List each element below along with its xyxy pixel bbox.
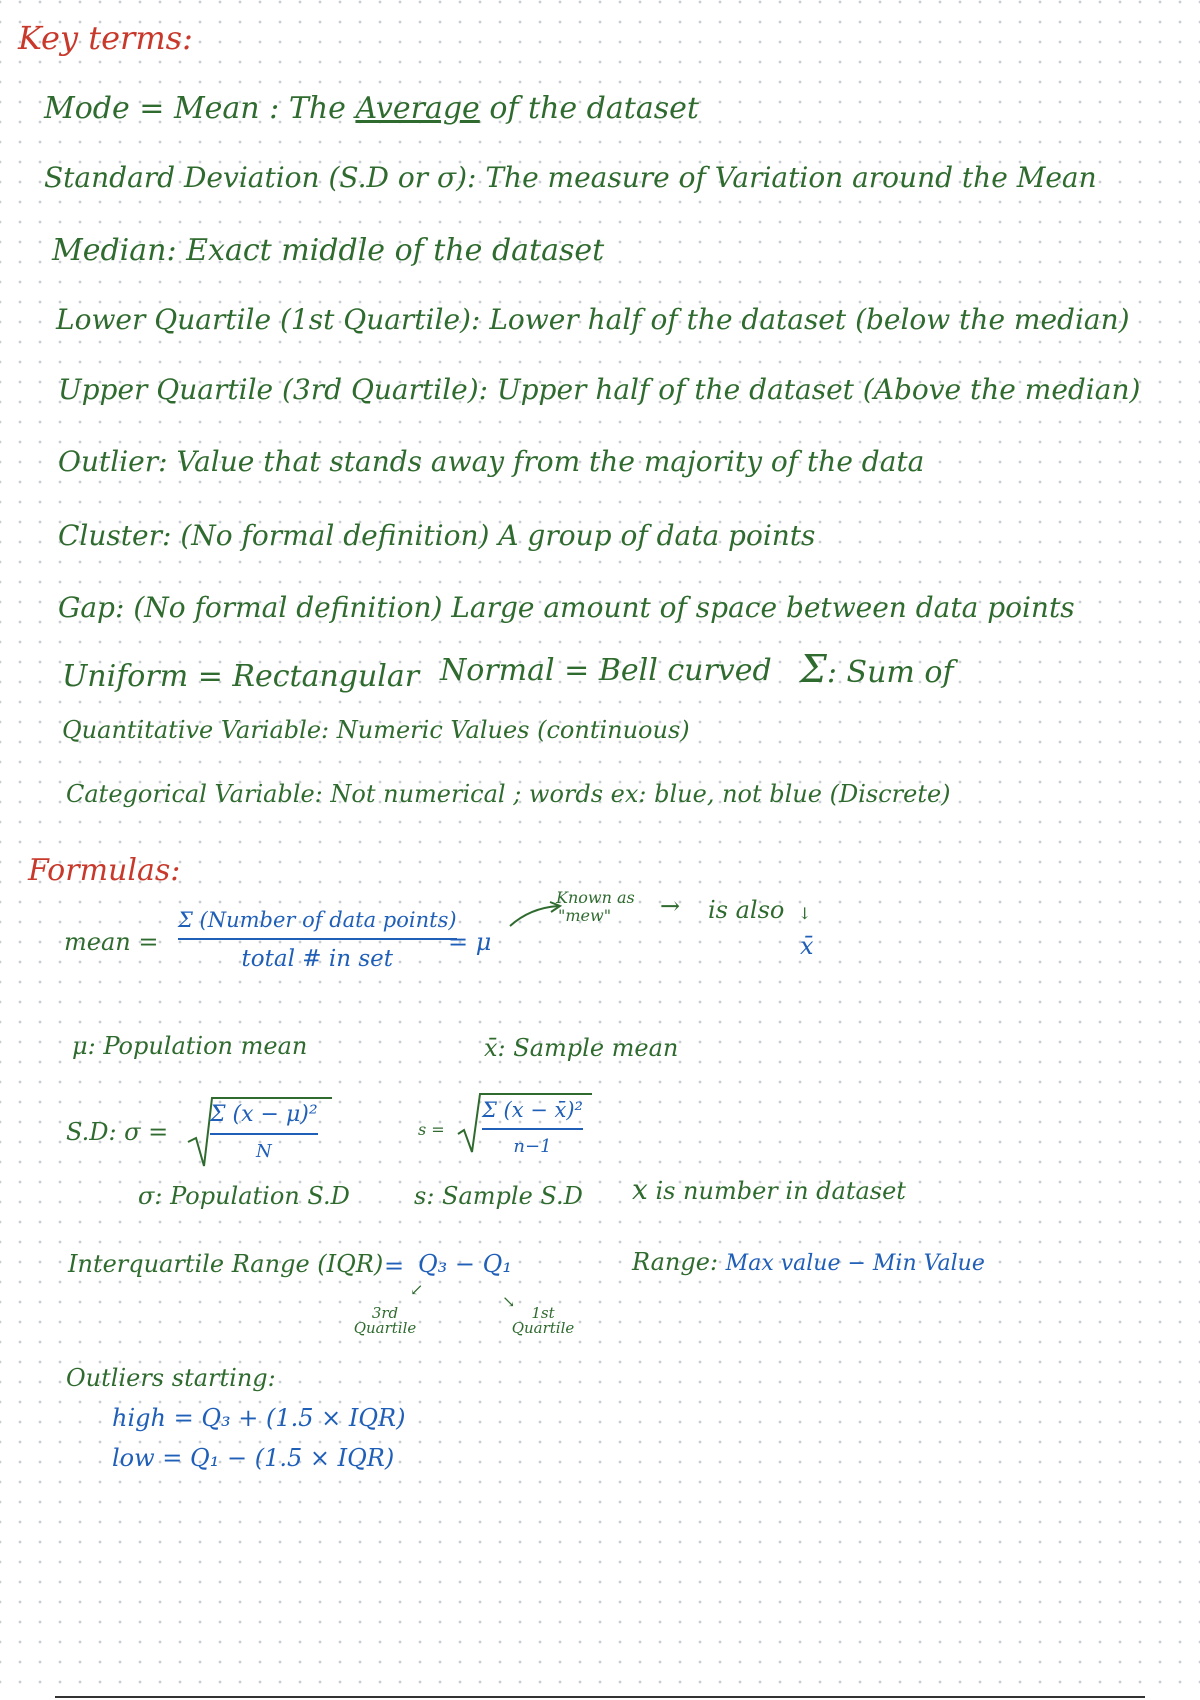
term: Normal <box>440 653 555 688</box>
iqr-label: Interquartile Range (IQR) <box>68 1250 384 1278</box>
is-also-note: is also <box>708 896 785 924</box>
term: Range <box>632 1248 710 1276</box>
definition: Not numerical ; words ex: blue, not blue (Discrete) <box>330 780 951 808</box>
sep: : <box>162 519 181 552</box>
sep: : <box>166 233 187 268</box>
term: Gap <box>58 591 115 624</box>
definition: Lower half of the dataset (below the median) <box>489 303 1130 336</box>
x-symbol: x <box>632 1173 648 1206</box>
term-line-cluster <box>58 519 816 552</box>
mean-numerator: Σ (Number of data points) <box>178 908 457 932</box>
sep: : <box>478 373 498 406</box>
formulas-heading: Formulas: <box>28 853 181 888</box>
term: Categorical Variable <box>66 780 315 808</box>
term-normal <box>440 653 772 688</box>
sep: : <box>158 445 177 478</box>
definition: Sample S.D <box>442 1182 583 1210</box>
def-post: of the dataset <box>479 91 699 126</box>
fraction-bar <box>210 1133 318 1135</box>
sep: : <box>470 303 490 336</box>
term-line-median <box>52 233 605 268</box>
definition: Value that stands away from the majority of the data <box>176 445 925 478</box>
mew-note: "mew" <box>558 906 612 925</box>
s-label: s = <box>418 1120 445 1139</box>
term-sigma <box>800 647 954 691</box>
definition: Population mean <box>103 1032 308 1060</box>
sigma-def <box>138 1184 350 1208</box>
sep: : <box>497 1034 514 1062</box>
down-right-arrow-icon: ↘ <box>502 1292 516 1311</box>
eq: = <box>554 653 599 688</box>
outlier-high-formula: high = Q₃ + (1.5 × IQR) <box>112 1404 406 1432</box>
definition: Sum of <box>846 655 954 690</box>
sd-pop-fraction <box>210 1102 318 1162</box>
xbar-symbol: x̄ <box>484 1034 498 1062</box>
term: Median <box>52 233 167 268</box>
term: Outlier <box>58 445 159 478</box>
sep: : <box>321 716 337 744</box>
outliers-label: Outliers starting: <box>66 1364 276 1392</box>
mean-label: mean = <box>64 928 159 956</box>
definition: Bell curved <box>598 653 772 688</box>
definition: Rectangular <box>232 659 420 694</box>
arrow-right-icon: → <box>660 892 681 920</box>
s-symbol: s <box>414 1182 427 1210</box>
population-mean-def <box>72 1034 307 1058</box>
sd-sample-numerator: Σ (x − x̄)² <box>482 1098 583 1122</box>
def-underlined: Average <box>355 91 480 126</box>
sep: : <box>259 91 289 126</box>
term-line-outlier <box>58 445 925 478</box>
fraction-bar <box>482 1128 583 1130</box>
bottom-divider <box>55 1696 1145 1698</box>
x-def <box>632 1173 906 1206</box>
definition: The measure of Variation around the Mean <box>485 161 1097 194</box>
definition: Max value − Min Value <box>725 1251 985 1276</box>
term: Cluster <box>58 519 162 552</box>
sep: : <box>114 591 134 624</box>
term-mode: Mode = Mean <box>44 91 260 126</box>
down-arrow-icon: ↓ <box>798 904 812 923</box>
term-line-quantitative <box>62 718 690 742</box>
term: Quantitative Variable <box>62 716 322 744</box>
sd-pop-numerator: Σ (x − μ)² <box>210 1102 318 1127</box>
term-uniform <box>62 659 420 694</box>
fraction-bar <box>178 938 457 940</box>
sep: : <box>87 1032 104 1060</box>
q3-note: 3rd Quartile <box>353 1304 417 1337</box>
known-as-note: Known as <box>556 888 635 907</box>
key-terms-heading: Key terms: <box>18 19 193 57</box>
definition: Sample mean <box>513 1034 679 1062</box>
sep: : <box>154 1182 171 1210</box>
definition: Exact middle of the dataset <box>186 233 605 268</box>
sd-label: S.D: σ = <box>66 1118 169 1146</box>
mu-symbol: μ <box>72 1032 88 1060</box>
sd-sample-fraction <box>482 1098 583 1157</box>
sep: : <box>467 161 486 194</box>
definition: is number in dataset <box>655 1177 906 1205</box>
outlier-low-formula: low = Q₁ − (1.5 × IQR) <box>112 1444 395 1472</box>
term: Upper Quartile (3rd Quartile) <box>58 373 479 406</box>
eq: = <box>188 659 233 694</box>
sample-mean-def <box>484 1036 678 1060</box>
term: Standard Deviation (S.D or σ) <box>44 161 468 194</box>
term: Lower Quartile (1st Quartile) <box>56 303 471 336</box>
term-line-mode <box>44 91 699 126</box>
sep: : <box>426 1182 443 1210</box>
mean-denominator: total # in set <box>241 946 393 972</box>
sep: : <box>826 655 847 690</box>
term: Uniform <box>62 659 189 694</box>
mean-result: = μ <box>448 928 492 956</box>
sd-sample-denominator: n−1 <box>513 1136 552 1157</box>
term-line-categorical <box>66 782 951 806</box>
definition: Upper half of the dataset (Above the median) <box>497 373 1141 406</box>
sep: : <box>314 780 331 808</box>
xbar-symbol: x̄ <box>800 932 814 960</box>
q1-note: 1st Quartile <box>511 1304 575 1337</box>
mean-fraction <box>178 908 457 972</box>
s-def <box>414 1184 583 1208</box>
def-pre: The <box>288 91 356 126</box>
term-line-upper-quartile <box>58 373 1141 406</box>
definition: Numeric Values (continuous) <box>336 716 690 744</box>
definition: (No formal definition) A group of data points <box>180 519 816 552</box>
term-line-sd <box>44 161 1097 194</box>
definition: Population S.D <box>170 1182 350 1210</box>
iqr-equals: = <box>384 1252 405 1280</box>
range-def <box>632 1250 985 1275</box>
sigma-symbol: σ <box>138 1182 155 1210</box>
iqr-expression: Q₃ − Q₁ <box>418 1250 512 1278</box>
term-line-gap <box>58 591 1075 624</box>
sd-pop-denominator: N <box>255 1141 272 1162</box>
definition: (No formal definition) Large amount of space between data points <box>133 591 1075 624</box>
term-line-lower-quartile <box>56 303 1130 336</box>
down-left-arrow-icon: ↙ <box>410 1280 424 1299</box>
sep: : <box>709 1248 726 1276</box>
sigma-symbol: Σ <box>800 647 827 691</box>
